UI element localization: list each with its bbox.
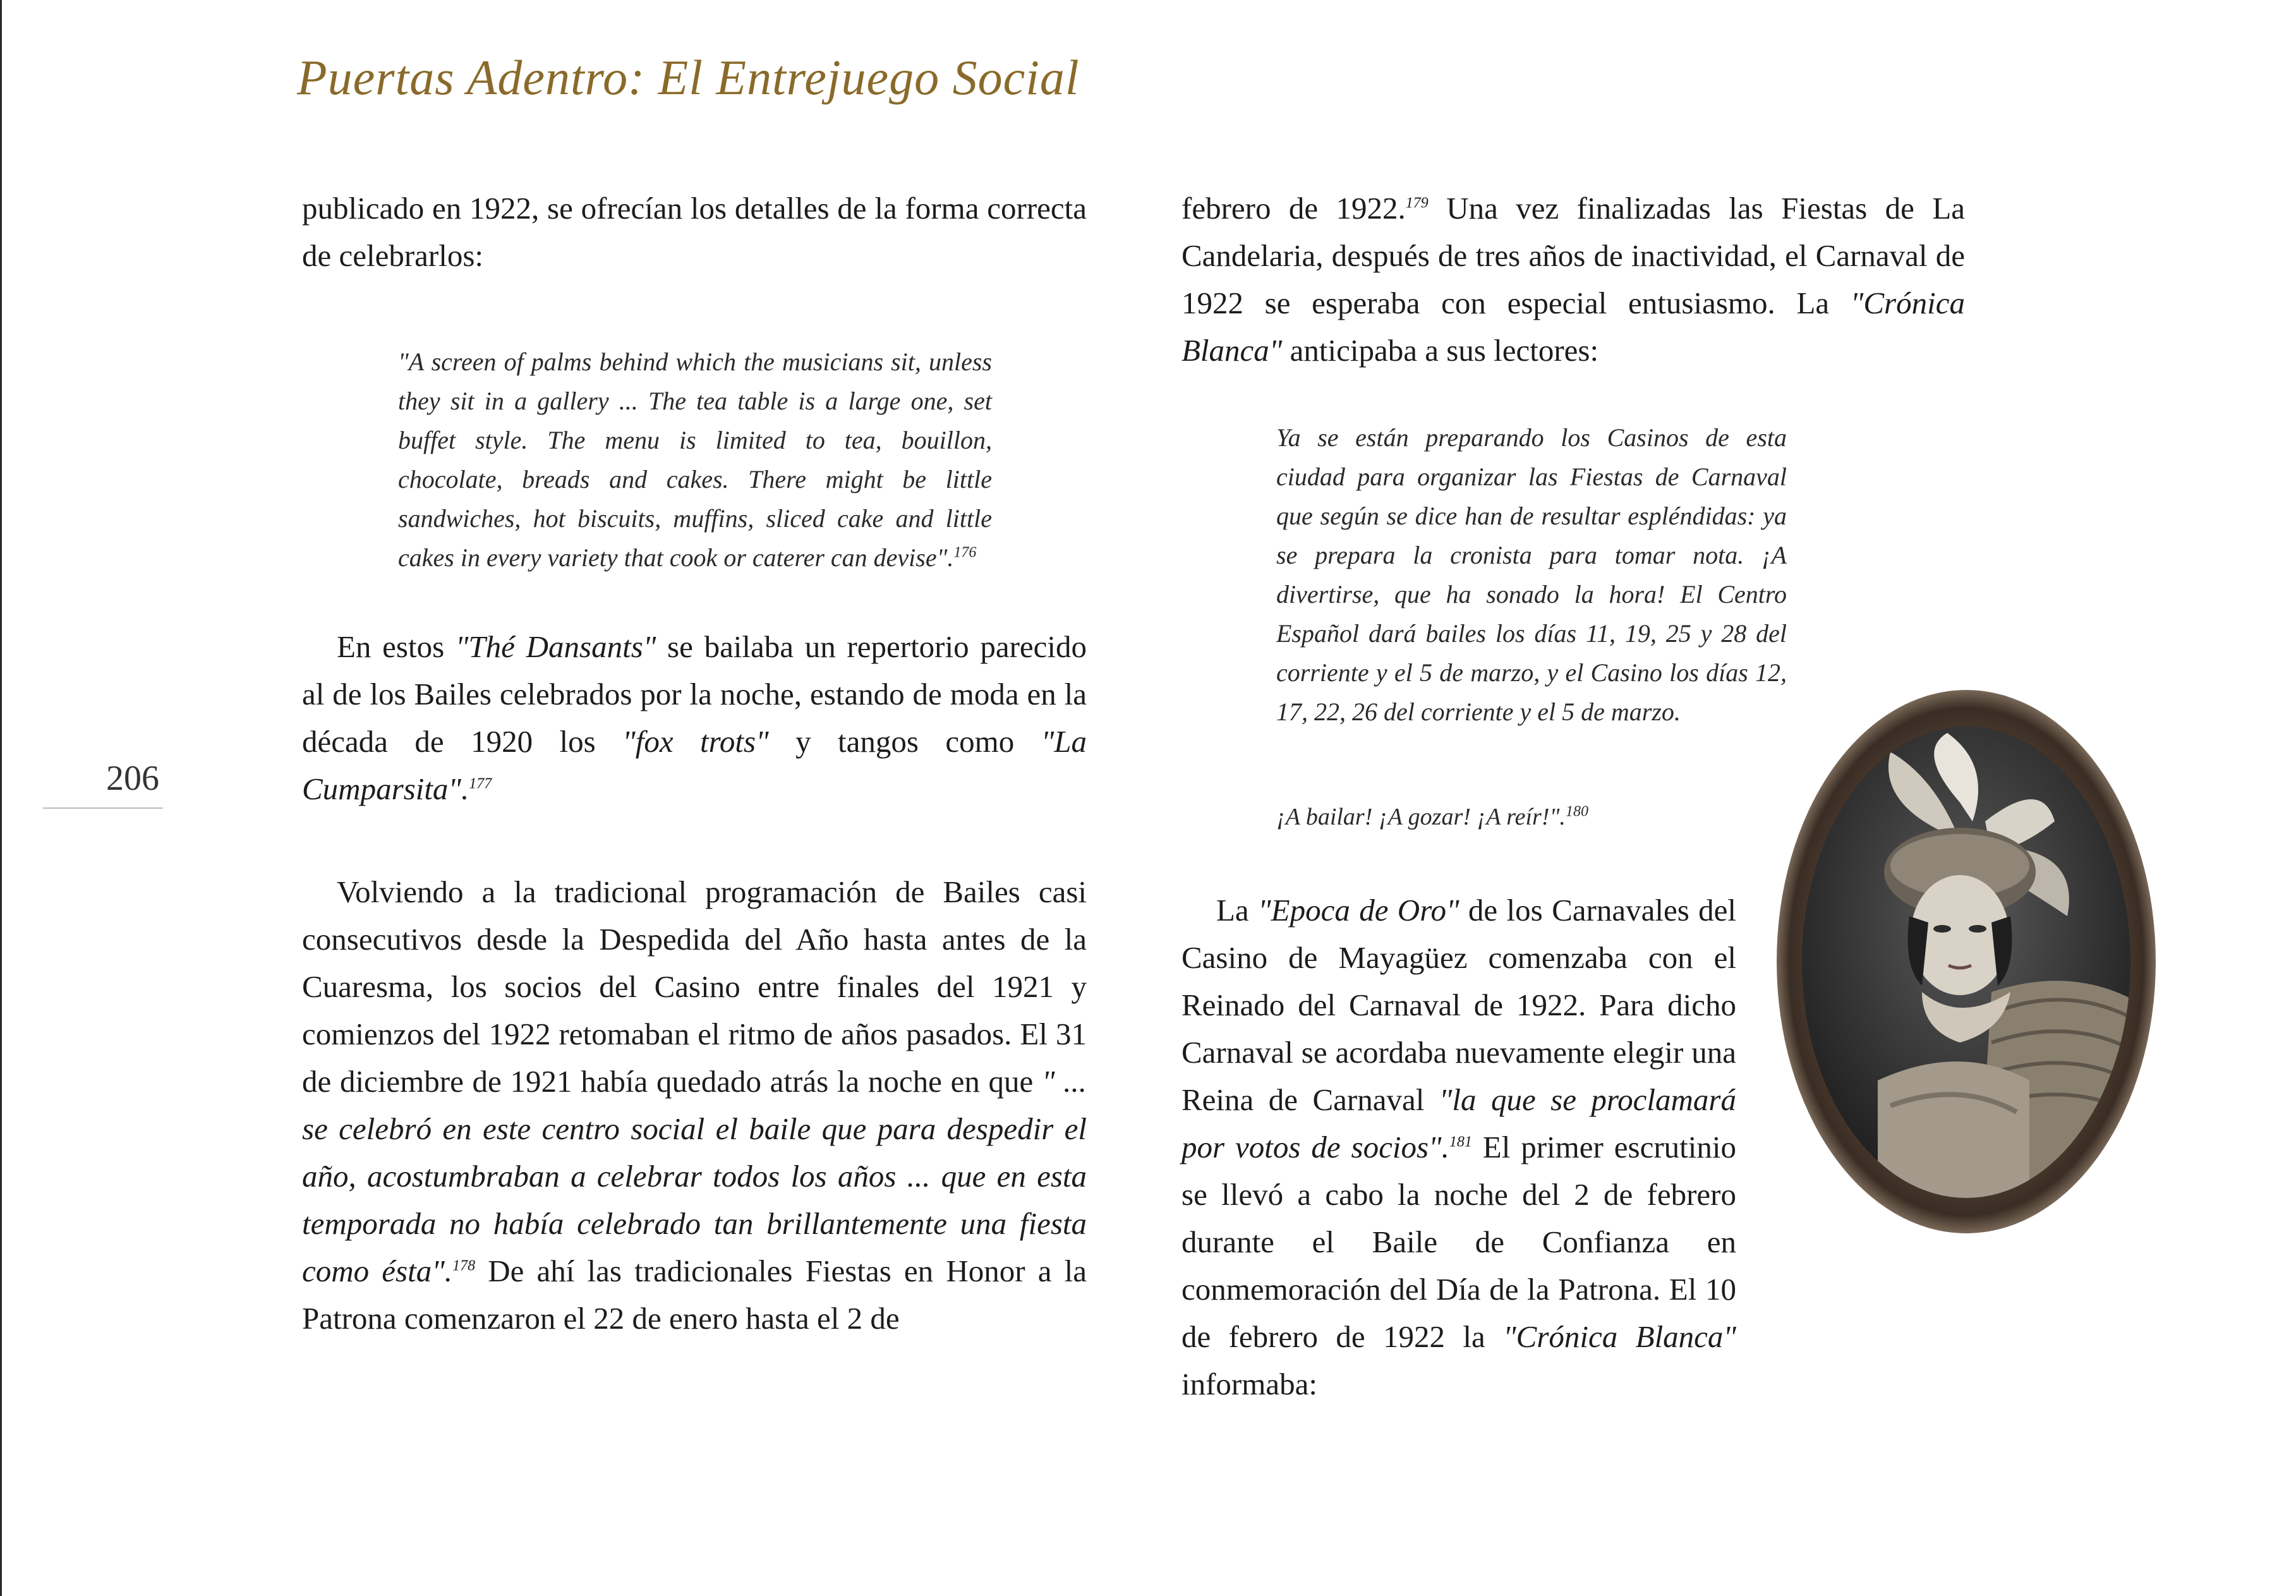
page-number: 206 xyxy=(106,759,159,798)
quote-cheer: ¡A bailar! ¡A gozar! ¡A reír!".$^{180}$ xyxy=(1276,803,1588,830)
paragraph-volviendo: Volviendo a la tradicional programación de Bailes casi consecutivos desde la Despedida del Año hasta antes de la Cuaresma, los socios del Casino entre finales del 1921 y comienzos del 1922 retomaban el ritmo de años pasados. El 31 de diciembre de 1921 había quedado atrás la noche en que " ... se celebró en este centro social el baile que para despedir el año, acostumbraban a celebrar todos los años ... que en esta temporada no había celebrado tan brillantemente una fiesta como ésta".$^{178}$ De ahí las tradicionales Fiestas en Honor a la Patrona comenzaron el 22 de enero hasta el 2 de xyxy=(302,874,1087,1336)
footnote-ref: 181 xyxy=(1449,1134,1472,1151)
block-quote-cronica: Ya se están preparando los Casinos de esta ciudad para organizar las Fiestas de Carnaval que según se dice han de resultar espléndidas: ya se prepara la cronista para tomar nota. ¡A divertirse, que ha sonado la hora! El Centro Español dará bailes los días 11, 19, 25 y 28 del corriente y el 5 de marzo, y el Casino los días 12, 17, 22, 26 del corriente y el 5 de marzo. xyxy=(1276,423,1787,726)
paragraph-the-dansants: En estos "Thé Dansants" se bailaba un repertorio parecido al de los Bailes celebrados por la noche, estando de moda en la década de 1920 los "fox trots" y tangos como "La Cumparsita".$^{177}$ xyxy=(302,629,1087,806)
paragraph-epoca-de-oro: La "Epoca de Oro" de los Carnavales del Casino de Mayagüez comenzaba con el Reinado del Carnaval de 1922. Para dicho Carnaval se acordaba nuevamente elegir una Reina de Carnaval "la que se proclamará por votos de socios".$^{181}$ El primer escrutinio se llevó a cabo la noche del 2 de febrero durante el Baile de Confianza en conmemoración del Día de la Patrona. El 10 de febrero de 1922 la "Crónica Blanca" informaba: xyxy=(1181,893,1737,1401)
paragraph-febrero: febrero de 1922.$^{179}$ Una vez finalizadas las Fiestas de La Candelaria, después de tres años de inactividad, el Carnaval de 1922 se esperaba con especial entusiasmo. La "Crónica Blanca" anticipaba a sus lectores: xyxy=(1181,191,1966,368)
footnote-ref: 177 xyxy=(469,775,492,792)
footnote-ref: 176 xyxy=(953,544,977,561)
block-quote-english: "A screen of palms behind which the musicians sit, unless they sit in a gallery ... The tea table is a large one, set buffet style. The menu is limited to tea, bouillon, chocolate, breads and cakes. There might be little sandwiches, hot biscuits, muffins, sliced cake and little cakes in every variety that cook or caterer can devise".$^{176}$ xyxy=(398,348,992,572)
portrait-photo xyxy=(1802,727,2130,1198)
paragraph-intro: publicado en 1922, se ofrecían los detalles de la forma correcta de celebrarlos: xyxy=(302,191,1087,273)
page-number-rule xyxy=(43,807,163,809)
footnote-ref: 179 xyxy=(1405,195,1429,212)
left-column xyxy=(302,184,1087,1342)
footnote-ref: 178 xyxy=(452,1257,476,1274)
portrait-woman-icon xyxy=(1802,727,2130,1198)
running-title: Puertas Adentro: El Entrejuego Social xyxy=(297,50,1080,105)
page-edge-line xyxy=(0,0,2,1596)
footnote-ref: 180 xyxy=(1565,803,1588,820)
